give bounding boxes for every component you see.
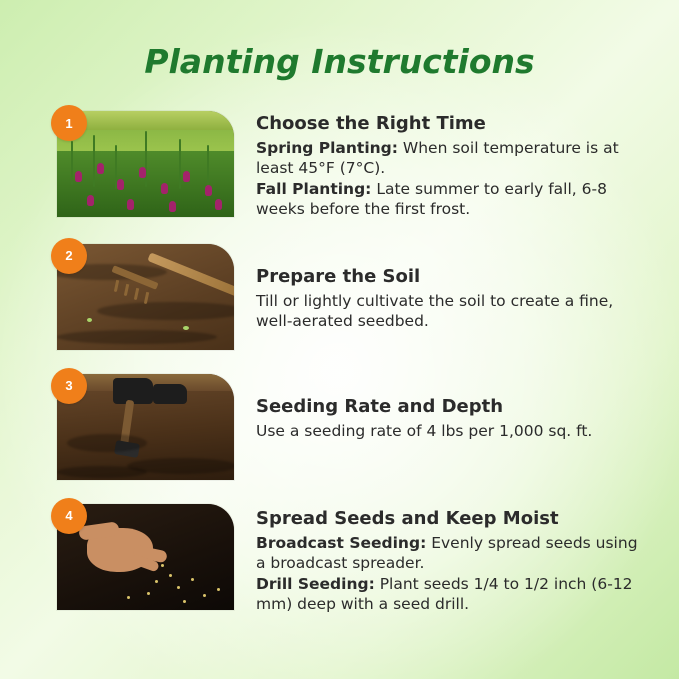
- step-1-lead-2: Fall Planting:: [256, 179, 372, 198]
- step-4-text: [256, 498, 679, 615]
- steps-list: [0, 105, 679, 615]
- step-3-paragraph-1: [256, 421, 645, 441]
- step-4-image-wrap: [51, 498, 234, 610]
- step-1-image-wrap: [51, 105, 234, 217]
- step-3-number-badge: 3: [51, 368, 87, 404]
- step-4-title: Spread Seeds and Keep Moist: [256, 507, 559, 529]
- step-4-paragraph-2: [256, 574, 645, 615]
- step-3-text: [256, 368, 679, 441]
- step-4-body-2: Plant seeds 1/4 to 1/2 inch (6-12 mm) deep with a seed drill.: [256, 574, 633, 614]
- step-2-number-badge: 2: [51, 238, 87, 274]
- step-4-number-badge: 4: [51, 498, 87, 534]
- page-title: Planting Instructions: [144, 42, 535, 81]
- step-1-number-badge: 1: [51, 105, 87, 141]
- step-2-image-wrap: [51, 238, 234, 350]
- step-1-title: Choose the Right Time: [256, 113, 486, 134]
- step-2-paragraph-1: [256, 291, 645, 332]
- step-1-text: [256, 105, 679, 220]
- step-1-lead-1: Spring Planting:: [256, 139, 398, 157]
- step-3-title: Seeding Rate and Depth: [256, 395, 504, 417]
- list-item: [0, 105, 679, 220]
- step-3-body-1: Use a seeding rate of 4 lbs per 1,000 sq. ft.: [256, 421, 593, 440]
- step-1-paragraph-1: [256, 138, 645, 179]
- list-item: [0, 498, 679, 615]
- step-1-body-1: When soil temperature is at least 45°F (7°C).: [256, 139, 619, 178]
- step-1-paragraph-2: [256, 179, 645, 220]
- step-4-lead-2: Drill Seeding:: [256, 574, 375, 593]
- step-4-body-1: Evenly spread seeds using a broadcast spreader.: [256, 533, 638, 573]
- step-2-title: Prepare the Soil: [256, 265, 421, 287]
- step-4-lead-1: Broadcast Seeding:: [256, 533, 427, 552]
- step-2-text: [256, 238, 679, 332]
- list-item: [0, 368, 679, 480]
- step-1-body-2: Late summer to early fall, 6-8 weeks before the first frost.: [256, 179, 607, 219]
- step-2-body-1: Till or lightly cultivate the soil to create a fine, well-aerated seedbed.: [256, 291, 614, 331]
- list-item: [0, 238, 679, 350]
- step-4-paragraph-1: [256, 533, 645, 574]
- step-3-image-wrap: [51, 368, 234, 480]
